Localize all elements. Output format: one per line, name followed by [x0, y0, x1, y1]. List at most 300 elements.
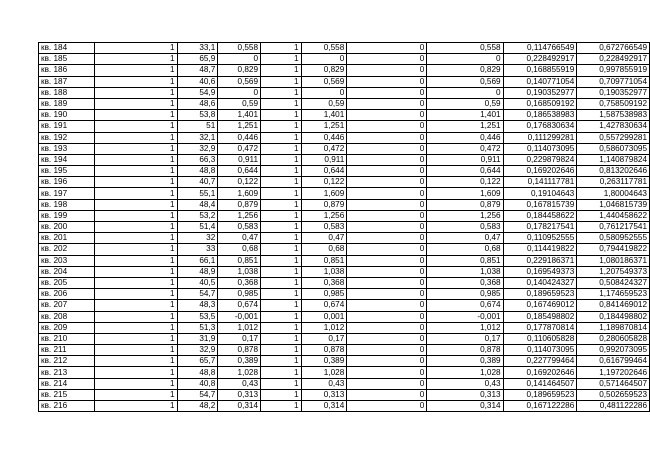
value-cell: 0,122 [301, 177, 347, 188]
value-cell: 65,9 [177, 54, 218, 65]
value-cell: 0,141464507 [503, 378, 577, 389]
apartment-cell: кв. 215 [39, 389, 95, 400]
value-cell: 1 [261, 121, 302, 132]
value-cell: 1,256 [301, 210, 347, 221]
value-cell: 0,878 [427, 345, 503, 356]
value-cell: 0 [347, 333, 427, 344]
value-cell: 1 [94, 311, 177, 322]
value-cell: 0,472 [218, 143, 261, 154]
value-cell: 0,140771054 [503, 76, 577, 87]
value-cell: 0 [347, 345, 427, 356]
value-cell: 48,3 [177, 300, 218, 311]
value-cell: 0 [347, 233, 427, 244]
value-cell: 0,389 [218, 356, 261, 367]
value-cell: 1 [94, 65, 177, 76]
value-cell: 48,8 [177, 367, 218, 378]
value-cell: 0,47 [427, 233, 503, 244]
value-cell: 1 [94, 177, 177, 188]
value-cell: 1,427830634 [577, 121, 650, 132]
table-row [39, 143, 650, 154]
value-cell: 0 [347, 121, 427, 132]
value-cell: 0,184498802 [577, 311, 650, 322]
value-cell: 1 [94, 233, 177, 244]
value-cell: 1 [261, 177, 302, 188]
apartment-cell: кв. 202 [39, 244, 95, 255]
value-cell: 1,440458622 [577, 210, 650, 221]
table-row [39, 87, 650, 98]
table-row [39, 333, 650, 344]
value-cell: 0 [427, 54, 503, 65]
value-cell: 1,046815739 [577, 199, 650, 210]
value-cell: 33 [177, 244, 218, 255]
value-cell: 1,609 [301, 188, 347, 199]
value-cell: 48,6 [177, 98, 218, 109]
value-cell: 0,472 [301, 143, 347, 154]
value-cell: 0 [218, 87, 261, 98]
value-cell: 48,2 [177, 401, 218, 412]
value-cell: 0,140424327 [503, 277, 577, 288]
value-cell: 1 [261, 98, 302, 109]
apartment-cell: кв. 195 [39, 166, 95, 177]
value-cell: 1,587538983 [577, 110, 650, 121]
value-cell: 1 [94, 266, 177, 277]
value-cell: 0 [347, 188, 427, 199]
value-cell: 0,229186371 [503, 255, 577, 266]
table-row [39, 98, 650, 109]
value-cell: 0,616799464 [577, 356, 650, 367]
value-cell: 1 [261, 166, 302, 177]
value-cell: 1 [261, 132, 302, 143]
value-cell: 0 [347, 322, 427, 333]
value-cell: 0,829 [427, 65, 503, 76]
value-cell: 1,609 [218, 188, 261, 199]
value-cell: 0,228492917 [577, 54, 650, 65]
value-cell: 1 [261, 222, 302, 233]
value-cell: 53,8 [177, 110, 218, 121]
value-cell: 1 [261, 87, 302, 98]
value-cell: 0,190352977 [577, 87, 650, 98]
value-cell: 54,7 [177, 289, 218, 300]
value-cell: 0,228492917 [503, 54, 577, 65]
value-cell: 1 [94, 143, 177, 154]
value-cell: 0,851 [427, 255, 503, 266]
value-cell: 54,7 [177, 389, 218, 400]
value-cell: 1,028 [301, 367, 347, 378]
value-cell: 0,169549373 [503, 266, 577, 277]
value-cell: 0,985 [218, 289, 261, 300]
value-cell: 1 [261, 244, 302, 255]
value-cell: 0,674 [218, 300, 261, 311]
value-cell: 66,1 [177, 255, 218, 266]
apartment-cell: кв. 196 [39, 177, 95, 188]
value-cell: 1 [261, 356, 302, 367]
value-cell: 0,911 [301, 154, 347, 165]
value-cell: 40,8 [177, 378, 218, 389]
value-cell: 1 [94, 289, 177, 300]
apartment-cell: кв. 186 [39, 65, 95, 76]
value-cell: -0,001 [218, 311, 261, 322]
value-cell: 0,389 [301, 356, 347, 367]
apartment-cell: кв. 204 [39, 266, 95, 277]
value-cell: 32 [177, 233, 218, 244]
value-cell: 1 [261, 54, 302, 65]
value-cell: 0 [347, 300, 427, 311]
value-cell: 0,879 [218, 199, 261, 210]
value-cell: 0 [347, 311, 427, 322]
value-cell: 0,110605828 [503, 333, 577, 344]
value-cell: 0,47 [301, 233, 347, 244]
value-cell: 1 [94, 277, 177, 288]
value-cell: 0 [347, 222, 427, 233]
value-cell: 32,1 [177, 132, 218, 143]
value-cell: 0,43 [427, 378, 503, 389]
value-cell: 0 [301, 87, 347, 98]
value-cell: 0 [347, 43, 427, 54]
value-cell: 0,672766549 [577, 43, 650, 54]
value-cell: 0,68 [218, 244, 261, 255]
table-row [39, 76, 650, 87]
value-cell: 40,6 [177, 76, 218, 87]
value-cell: 1,028 [218, 367, 261, 378]
value-cell: 0,841469012 [577, 300, 650, 311]
value-cell: 0,879 [301, 199, 347, 210]
value-cell: 0,122 [427, 177, 503, 188]
value-cell: 0,644 [218, 166, 261, 177]
value-cell: 0,168509192 [503, 98, 577, 109]
value-cell: 0,17 [427, 333, 503, 344]
apartment-cell: кв. 189 [39, 98, 95, 109]
value-cell: 0 [347, 244, 427, 255]
value-cell: 0,19104643 [503, 188, 577, 199]
value-cell: 0,280605828 [577, 333, 650, 344]
apartment-cell: кв. 198 [39, 199, 95, 210]
value-cell: 1 [261, 233, 302, 244]
value-cell: 1 [94, 244, 177, 255]
value-cell: 0,17 [218, 333, 261, 344]
value-cell: 0,314 [301, 401, 347, 412]
value-cell: 0 [347, 132, 427, 143]
value-cell: 1 [94, 154, 177, 165]
value-cell: 1 [261, 300, 302, 311]
apartment-cell: кв. 206 [39, 289, 95, 300]
value-cell: 0,189659523 [503, 389, 577, 400]
value-cell: 0 [347, 401, 427, 412]
value-cell: 0 [347, 356, 427, 367]
table-row [39, 110, 650, 121]
table-row [39, 311, 650, 322]
value-cell: 0 [347, 98, 427, 109]
value-cell: 1,012 [427, 322, 503, 333]
value-cell: 0,184458622 [503, 210, 577, 221]
value-cell: 0 [347, 389, 427, 400]
value-cell: 0 [347, 177, 427, 188]
value-cell: 1,038 [301, 266, 347, 277]
value-cell: 1 [261, 277, 302, 288]
value-cell: 40,7 [177, 177, 218, 188]
value-cell: 0 [347, 289, 427, 300]
value-cell: 0,558 [427, 43, 503, 54]
value-cell: 0,68 [301, 244, 347, 255]
value-cell: 0,59 [218, 98, 261, 109]
value-cell: 0,229879824 [503, 154, 577, 165]
value-cell: 1 [261, 199, 302, 210]
table-row [39, 277, 650, 288]
value-cell: 1 [94, 367, 177, 378]
value-cell: 1 [261, 367, 302, 378]
apartment-cell: кв. 190 [39, 110, 95, 121]
apartment-cell: кв. 210 [39, 333, 95, 344]
value-cell: 0,185498802 [503, 311, 577, 322]
apartment-cell: кв. 201 [39, 233, 95, 244]
value-cell: 1 [261, 110, 302, 121]
apartment-cell: кв. 208 [39, 311, 95, 322]
value-cell: 0,168855919 [503, 65, 577, 76]
table-row [39, 322, 650, 333]
value-cell: 0 [347, 110, 427, 121]
table-row [39, 289, 650, 300]
value-cell: 1 [261, 188, 302, 199]
value-cell: 1 [94, 222, 177, 233]
value-cell: 1 [261, 345, 302, 356]
value-cell: 1 [94, 333, 177, 344]
value-cell: 0,176830634 [503, 121, 577, 132]
value-cell: 0,114766549 [503, 43, 577, 54]
value-cell: 1 [261, 43, 302, 54]
table-row [39, 367, 650, 378]
value-cell: 0,189659523 [503, 289, 577, 300]
table-row [39, 401, 650, 412]
value-cell: 0,586073095 [577, 143, 650, 154]
value-cell: 0,446 [218, 132, 261, 143]
table-row [39, 199, 650, 210]
value-cell: 1 [261, 255, 302, 266]
value-cell: 1 [94, 255, 177, 266]
apartment-cell: кв. 203 [39, 255, 95, 266]
apartment-cell: кв. 194 [39, 154, 95, 165]
value-cell: 1 [94, 199, 177, 210]
value-cell: 0 [347, 87, 427, 98]
value-cell: 0,177870814 [503, 322, 577, 333]
value-cell: 0,263117781 [577, 177, 650, 188]
value-cell: -0,001 [427, 311, 503, 322]
value-cell: 1,207549373 [577, 266, 650, 277]
value-cell: 0,851 [218, 255, 261, 266]
value-cell: 0,508424327 [577, 277, 650, 288]
table-row [39, 378, 650, 389]
value-cell: 1 [94, 210, 177, 221]
value-cell: 1,609 [427, 188, 503, 199]
apartment-cell: кв. 200 [39, 222, 95, 233]
value-cell: 0,167815739 [503, 199, 577, 210]
value-cell: 1,401 [301, 110, 347, 121]
value-cell: 0,569 [427, 76, 503, 87]
value-cell: 0,47 [218, 233, 261, 244]
value-cell: 1 [261, 378, 302, 389]
value-cell: 1,012 [218, 322, 261, 333]
value-cell: 0 [347, 210, 427, 221]
apartment-cell: кв. 211 [39, 345, 95, 356]
value-cell: 0,169202646 [503, 166, 577, 177]
table-body [39, 43, 650, 412]
value-cell: 0,186538983 [503, 110, 577, 121]
apartment-cell: кв. 207 [39, 300, 95, 311]
value-cell: 1 [94, 110, 177, 121]
value-cell: 0,111299281 [503, 132, 577, 143]
table-row [39, 177, 650, 188]
value-cell: 66,3 [177, 154, 218, 165]
value-cell: 0 [347, 277, 427, 288]
value-cell: 1 [94, 356, 177, 367]
value-cell: 0,911 [427, 154, 503, 165]
value-cell: 1,256 [218, 210, 261, 221]
table-row [39, 121, 650, 132]
table-row [39, 389, 650, 400]
value-cell: 65,7 [177, 356, 218, 367]
apartment-cell: кв. 187 [39, 76, 95, 87]
value-cell: 0,122 [218, 177, 261, 188]
value-cell: 0,813202646 [577, 166, 650, 177]
table-row [39, 345, 650, 356]
table-row [39, 166, 650, 177]
value-cell: 0 [347, 154, 427, 165]
value-cell: 0,583 [218, 222, 261, 233]
value-cell: 0,17 [301, 333, 347, 344]
value-cell: 0,59 [301, 98, 347, 109]
value-cell: 0,389 [427, 356, 503, 367]
value-cell: 0,313 [427, 389, 503, 400]
value-cell: 1 [94, 121, 177, 132]
value-cell: 0,794419822 [577, 244, 650, 255]
apartment-cell: кв. 212 [39, 356, 95, 367]
value-cell: 0 [347, 166, 427, 177]
apartment-cell: кв. 213 [39, 367, 95, 378]
table-row [39, 356, 650, 367]
table-row [39, 233, 650, 244]
value-cell: 53,2 [177, 210, 218, 221]
value-cell: 1,256 [427, 210, 503, 221]
value-cell: 1,038 [427, 266, 503, 277]
value-cell: 1 [261, 266, 302, 277]
value-cell: 1 [261, 76, 302, 87]
value-cell: 1,012 [301, 322, 347, 333]
value-cell: 1 [261, 389, 302, 400]
value-cell: 40,5 [177, 277, 218, 288]
table-row [39, 210, 650, 221]
value-cell: 0,169202646 [503, 367, 577, 378]
value-cell: 1 [94, 300, 177, 311]
value-cell: 0,368 [427, 277, 503, 288]
data-table [38, 42, 650, 412]
value-cell: 0,851 [301, 255, 347, 266]
value-cell: 0,878 [218, 345, 261, 356]
value-cell: 0,59 [427, 98, 503, 109]
value-cell: 0 [347, 76, 427, 87]
value-cell: 0,557299281 [577, 132, 650, 143]
value-cell: 1,028 [427, 367, 503, 378]
value-cell: 0,227799464 [503, 356, 577, 367]
value-cell: 0,446 [427, 132, 503, 143]
value-cell: 0,313 [218, 389, 261, 400]
value-cell: 0,178217541 [503, 222, 577, 233]
value-cell: 48,4 [177, 199, 218, 210]
value-cell: 51,4 [177, 222, 218, 233]
value-cell: 48,9 [177, 266, 218, 277]
table-row [39, 244, 650, 255]
value-cell: 1 [261, 143, 302, 154]
value-cell: 0 [347, 367, 427, 378]
value-cell: 0 [347, 65, 427, 76]
value-cell: 1,038 [218, 266, 261, 277]
value-cell: 0,68 [427, 244, 503, 255]
value-cell: 0,911 [218, 154, 261, 165]
table-row [39, 54, 650, 65]
value-cell: 0,758509192 [577, 98, 650, 109]
value-cell: 0,368 [218, 277, 261, 288]
value-cell: 1,251 [427, 121, 503, 132]
value-cell: 1,251 [301, 121, 347, 132]
apartment-cell: кв. 209 [39, 322, 95, 333]
table-row [39, 43, 650, 54]
value-cell: 1 [261, 210, 302, 221]
value-cell: 0,569 [218, 76, 261, 87]
value-cell: 1 [261, 154, 302, 165]
value-cell: 55,1 [177, 188, 218, 199]
value-cell: 1 [94, 76, 177, 87]
value-cell: 0,644 [427, 166, 503, 177]
value-cell: 0,985 [427, 289, 503, 300]
value-cell: 0,110952555 [503, 233, 577, 244]
value-cell: 0,43 [301, 378, 347, 389]
value-cell: 0,502659523 [577, 389, 650, 400]
value-cell: 1 [261, 333, 302, 344]
table-row [39, 188, 650, 199]
table-row [39, 266, 650, 277]
value-cell: 0,829 [301, 65, 347, 76]
value-cell: 0,674 [427, 300, 503, 311]
value-cell: 0,997855919 [577, 65, 650, 76]
value-cell: 33,1 [177, 43, 218, 54]
value-cell: 1 [94, 166, 177, 177]
value-cell: 0,114073095 [503, 345, 577, 356]
value-cell: 0 [347, 266, 427, 277]
value-cell: 0,001 [301, 311, 347, 322]
value-cell: 0,761217541 [577, 222, 650, 233]
table-row [39, 65, 650, 76]
value-cell: 1 [261, 311, 302, 322]
value-cell: 1,140879824 [577, 154, 650, 165]
value-cell: 0,569 [301, 76, 347, 87]
value-cell: 0,167469012 [503, 300, 577, 311]
apartment-cell: кв. 193 [39, 143, 95, 154]
value-cell: 1,401 [427, 110, 503, 121]
value-cell: 1,401 [218, 110, 261, 121]
value-cell: 0,879 [427, 199, 503, 210]
apartment-cell: кв. 199 [39, 210, 95, 221]
value-cell: 0,190352977 [503, 87, 577, 98]
value-cell: 0,472 [427, 143, 503, 154]
value-cell: 54,9 [177, 87, 218, 98]
value-cell: 0 [301, 54, 347, 65]
apartment-cell: кв. 197 [39, 188, 95, 199]
value-cell: 0 [347, 54, 427, 65]
value-cell: 0 [347, 143, 427, 154]
value-cell: 48,8 [177, 166, 218, 177]
value-cell: 0,985 [301, 289, 347, 300]
value-cell: 1 [94, 378, 177, 389]
value-cell: 1 [94, 389, 177, 400]
value-cell: 0,878 [301, 345, 347, 356]
value-cell: 1,174659523 [577, 289, 650, 300]
